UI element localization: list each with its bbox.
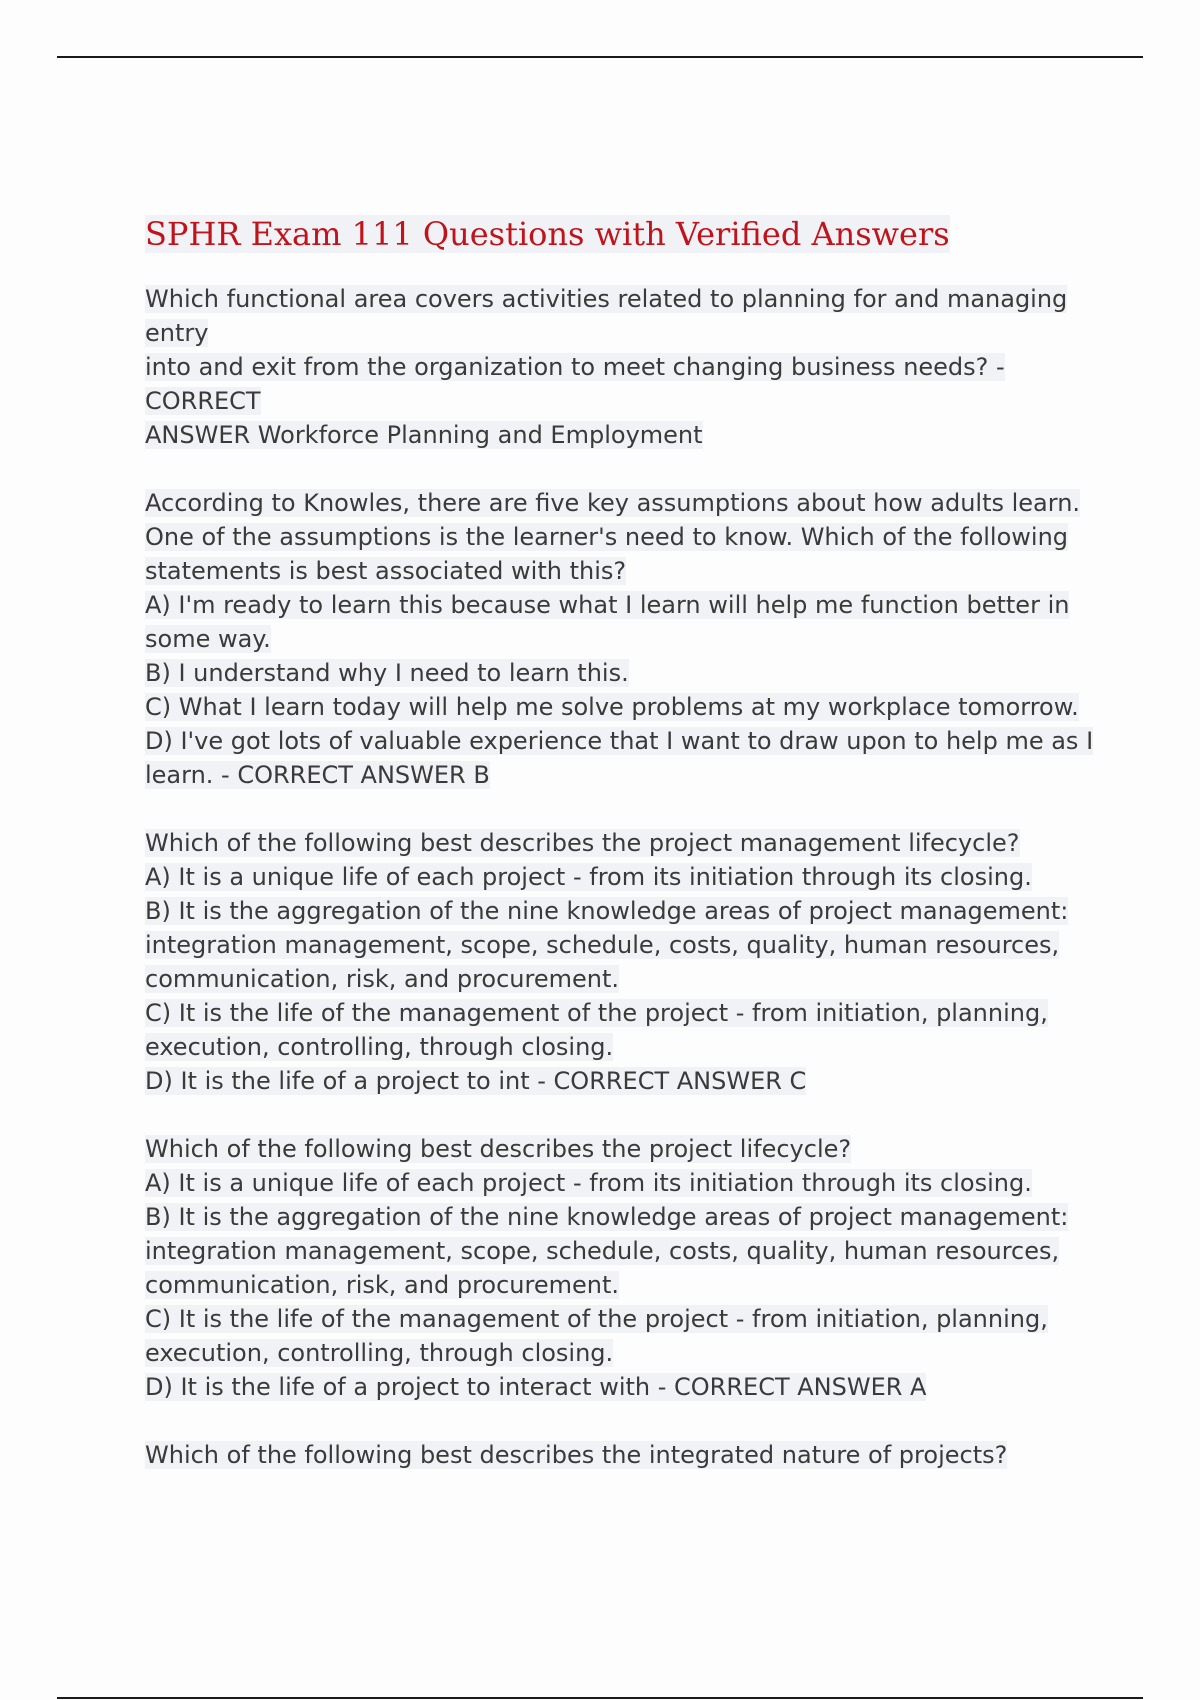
question-block-2: [145, 486, 1100, 792]
option-line: A) It is a unique life of each project - from its initiation through its closing.: [145, 1169, 1032, 1197]
answer-line: D) It is the life of a project to int - CORRECT ANSWER C: [145, 1067, 807, 1095]
question-line: Which of the following best describes the integrated nature of projects?: [145, 1441, 1008, 1469]
option-line: execution, controlling, through closing.: [145, 1339, 614, 1367]
document-body: [145, 210, 1100, 1506]
answer-line: D) It is the life of a project to interact with - CORRECT ANSWER A: [145, 1373, 927, 1401]
option-line: C) It is the life of the management of the project - from initiation, planning,: [145, 999, 1048, 1027]
question-line: Which of the following best describes the project lifecycle?: [145, 1135, 852, 1163]
option-line: A) I'm ready to learn this because what I learn will help me function better in: [145, 591, 1070, 619]
option-line: C) It is the life of the management of the project - from initiation, planning,: [145, 1305, 1048, 1333]
answer-line: learn. - CORRECT ANSWER B: [145, 761, 490, 789]
question-line: One of the assumptions is the learner's need to know. Which of the following: [145, 523, 1069, 551]
option-line: A) It is a unique life of each project - from its initiation through its closing.: [145, 863, 1032, 891]
option-line: some way.: [145, 625, 271, 653]
question-block-5: [145, 1438, 1100, 1472]
question-block-4: [145, 1132, 1100, 1404]
option-line: integration management, scope, schedule, costs, quality, human resources,: [145, 1237, 1060, 1265]
question-line: ANSWER Workforce Planning and Employment: [145, 421, 703, 449]
question-line: statements is best associated with this?: [145, 557, 627, 585]
question-line: Which functional area covers activities related to planning for and managing entry: [145, 285, 1068, 347]
option-line: D) I've got lots of valuable experience that I want to draw upon to help me as I: [145, 727, 1094, 755]
question-block-1: [145, 282, 1100, 452]
question-line: According to Knowles, there are five key assumptions about how adults learn.: [145, 489, 1081, 517]
document-title: [145, 210, 1100, 258]
option-line: C) What I learn today will help me solve problems at my workplace tomorrow.: [145, 693, 1079, 721]
bottom-rule: [57, 1697, 1143, 1699]
option-line: execution, controlling, through closing.: [145, 1033, 614, 1061]
option-line: integration management, scope, schedule, costs, quality, human resources,: [145, 931, 1060, 959]
question-block-3: [145, 826, 1100, 1098]
option-line: B) I understand why I need to learn this.: [145, 659, 629, 687]
question-line: Which of the following best describes the project management lifecycle?: [145, 829, 1020, 857]
question-line: into and exit from the organization to meet changing business needs? - CORRECT: [145, 353, 1005, 415]
option-line: B) It is the aggregation of the nine knowledge areas of project management:: [145, 897, 1069, 925]
option-line: B) It is the aggregation of the nine knowledge areas of project management:: [145, 1203, 1069, 1231]
document-title-text: SPHR Exam 111 Questions with Verified Answers: [145, 215, 950, 253]
top-rule: [57, 56, 1143, 58]
option-line: communication, risk, and procurement.: [145, 965, 619, 993]
option-line: communication, risk, and procurement.: [145, 1271, 619, 1299]
